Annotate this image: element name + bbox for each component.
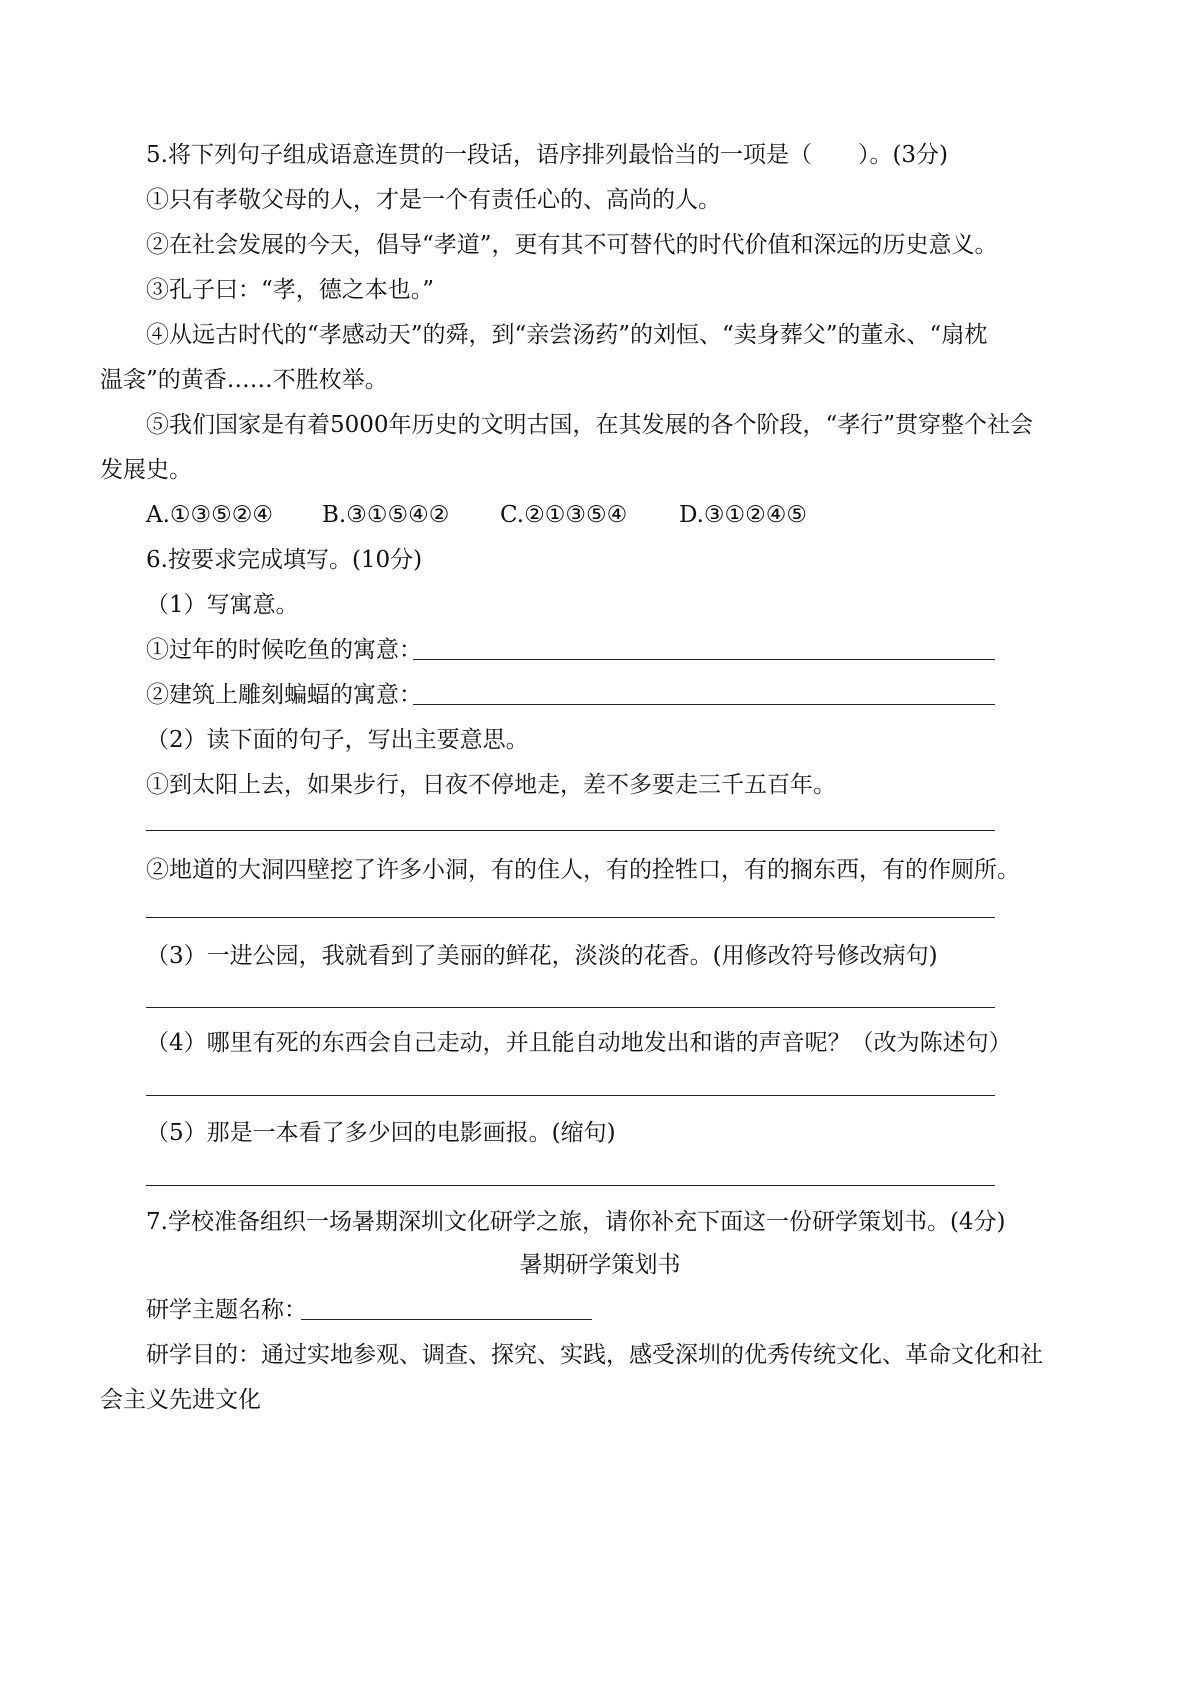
q6-part5: （5）那是一本看了多少回的电影画报。(缩句) [146, 1120, 616, 1146]
q5-option-c[interactable]: C.②①③⑤④ [500, 502, 628, 528]
q6-part1-item-a [146, 635, 422, 665]
answer-line-part4[interactable] [146, 1095, 995, 1096]
answer-line-part2-a[interactable] [146, 830, 995, 831]
q6-part4: （4）哪里有死的东西会自己走动，并且能自动地发出和谐的声音呢？（改为陈述句） [146, 1030, 1012, 1056]
answer-line-part3[interactable] [146, 1007, 995, 1008]
q5-sentence-5-line1: ⑤我们国家是有着5000年历史的文明古国，在其发展的各个阶段，“孝行”贯穿整个社会 [146, 412, 1034, 438]
q5-sentence-2: ②在社会发展的今天，倡导“孝道”，更有其不可替代的时代价值和深远的历史意义。 [146, 232, 998, 258]
q7-purpose-line1: 研学目的：通过实地参观、调查、探究、实践，感受深圳的优秀传统文化、革命文化和社 [146, 1342, 1043, 1368]
q6-part3: （3）一进公园，我就看到了美丽的鲜花，淡淡的花香。(用修改符号修改病句) [146, 943, 938, 969]
q6-stem: 6.按要求完成填写。(10分) [146, 547, 423, 573]
q7-theme [146, 1295, 307, 1325]
answer-line-part2-b[interactable] [146, 917, 995, 918]
q6-part1-item-b [146, 680, 422, 710]
answer-line-fish-meaning[interactable] [413, 659, 995, 660]
q6-part1-heading: （1）写寓意。 [146, 592, 299, 618]
answer-line-part5[interactable] [146, 1185, 995, 1186]
q7-theme-label: 研学主题名称： [146, 1297, 307, 1323]
q5-sentence-1: ①只有孝敬父母的人，才是一个有责任心的、高尚的人。 [146, 187, 721, 213]
plan-title: 暑期研学策划书 [519, 1252, 681, 1278]
q5-option-d[interactable]: D.③①②④⑤ [679, 502, 808, 528]
answer-line-theme-name[interactable] [301, 1319, 592, 1320]
q5-option-a[interactable]: A.①③⑤②④ [146, 502, 274, 528]
q5-sentence-4-line2: 温衾”的黄香……不胜枚举。 [100, 367, 388, 393]
q5-option-b[interactable]: B.③①⑤④② [322, 502, 450, 528]
q7-purpose-line2: 会主义先进文化 [100, 1387, 261, 1413]
q6-part2-heading: （2）读下面的句子，写出主要意思。 [146, 727, 529, 753]
q6-part1-item-a-label: ①过年的时候吃鱼的寓意： [146, 637, 422, 663]
q7-stem: 7.学校准备组织一场暑期深圳文化研学之旅，请你补充下面这一份研学策划书。(4分) [146, 1209, 1006, 1235]
q6-part2-item-b: ②地道的大洞四壁挖了许多小洞，有的住人，有的拴牲口，有的搁东西，有的作厕所。 [146, 857, 1020, 883]
q5-sentence-5-line2: 发展史。 [100, 457, 192, 483]
q5-stem: 5.将下列句子组成语意连贯的一段话，语序排列最恰当的一项是（ ）。(3分) [146, 142, 949, 168]
answer-line-bat-meaning[interactable] [413, 704, 995, 705]
q6-part1-item-b-label: ②建筑上雕刻蝙蝠的寓意： [146, 682, 422, 708]
q6-part2-item-a: ①到太阳上去，如果步行，日夜不停地走，差不多要走三千五百年。 [146, 772, 836, 798]
q5-sentence-4-line1: ④从远古时代的“孝感动天”的舜，到“亲尝汤药”的刘恒、“卖身葬父”的董永、“扇枕 [146, 322, 988, 348]
q5-sentence-3: ③孔子曰：“孝，德之本也。” [146, 277, 435, 303]
